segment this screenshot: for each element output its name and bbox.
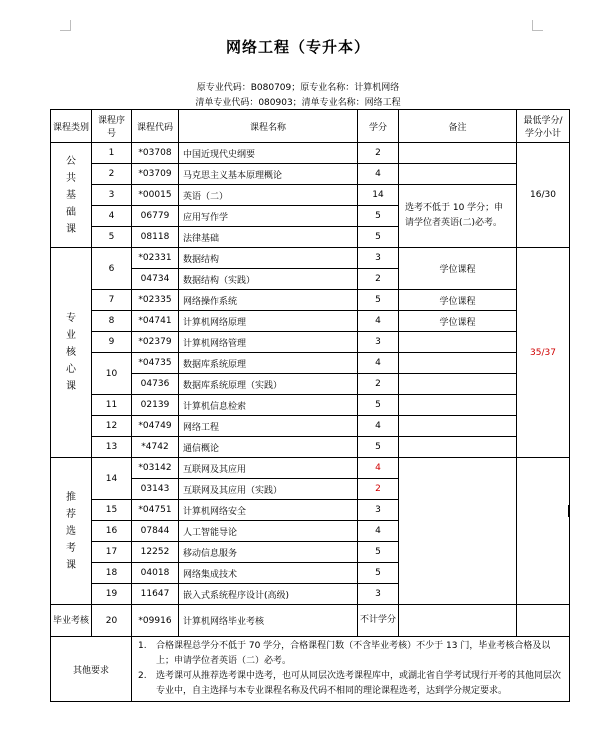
code-cell: *04741 [132, 311, 179, 332]
subtotal-cell [517, 605, 570, 637]
remark-cell [399, 143, 517, 164]
code-cell: 04018 [132, 563, 179, 584]
table-row [51, 353, 570, 374]
credit-cell: 3 [358, 500, 399, 521]
code-cell: 02139 [132, 395, 179, 416]
code-cell: 08118 [132, 227, 179, 248]
header-seq: 课程序号 [92, 110, 132, 143]
category-core: 专 业 核 心 课 [51, 248, 92, 458]
name-cell: 人工智能导论 [179, 521, 358, 542]
code-cell: 11647 [132, 584, 179, 605]
credit-cell: 2 [358, 479, 399, 500]
code-cell: *02331 [132, 248, 179, 269]
remark-cell [399, 374, 517, 395]
credit-cell: 4 [358, 521, 399, 542]
code-cell: *02379 [132, 332, 179, 353]
code-cell: *03708 [132, 143, 179, 164]
credit-cell: 5 [358, 206, 399, 227]
remark-degree: 学位课程 [399, 248, 517, 290]
name-cell: 数据结构（实践） [179, 269, 358, 290]
header-code: 课程代码 [132, 110, 179, 143]
credit-cell: 5 [358, 437, 399, 458]
name-cell: 英语（二） [179, 185, 358, 206]
name-cell: 法律基础 [179, 227, 358, 248]
credit-cell: 3 [358, 584, 399, 605]
seq-cell: 9 [92, 332, 132, 353]
seq-cell: 7 [92, 290, 132, 311]
name-cell: 计算机网络毕业考核 [179, 605, 358, 637]
remark-cell [399, 416, 517, 437]
seq-cell: 18 [92, 563, 132, 584]
name-cell: 计算机网络管理 [179, 332, 358, 353]
name-cell: 网络操作系统 [179, 290, 358, 311]
remark-public: 选考不低于 10 学分；申请学位者英语(二)必考。 [399, 185, 517, 248]
header-subtotal: 最低学分/学分小计 [517, 110, 570, 143]
code-cell: *04735 [132, 353, 179, 374]
margin-corner-mark [532, 20, 543, 31]
name-cell: 计算机信息检索 [179, 395, 358, 416]
note-number: 2. [138, 671, 147, 681]
code-cell: 07844 [132, 521, 179, 542]
credit-cell: 4 [358, 353, 399, 374]
note-number: 1. [138, 641, 147, 651]
table-row [51, 437, 570, 458]
remark-cell [399, 332, 517, 353]
table-row [51, 143, 570, 164]
credit-cell: 3 [358, 332, 399, 353]
list-major-line: 清单专业代码：080903；清单专业名称：网络工程 [195, 98, 401, 108]
other-requirements-row [51, 637, 570, 702]
note-text: 选考课可从推荐选考课中选考，也可从同层次选考课程库中，或湖北省自学考试现行开考的其他同层次专业中，自主选择与本专业课程名称及代码不相同的理论课程选考，达到学分规定要求。 [156, 671, 562, 696]
name-cell: 网络集成技术 [179, 563, 358, 584]
header-name: 课程名称 [179, 110, 358, 143]
table-row [51, 185, 570, 206]
seq-cell: 15 [92, 500, 132, 521]
credit-cell: 2 [358, 143, 399, 164]
table-row [51, 311, 570, 332]
name-cell: 马克思主义基本原理概论 [179, 164, 358, 185]
credit-cell: 5 [358, 290, 399, 311]
header-category: 课程类别 [51, 110, 92, 143]
remark-degree: 学位课程 [399, 290, 517, 311]
table-header-row [51, 110, 570, 143]
code-cell: 03143 [132, 479, 179, 500]
remark-cell [399, 353, 517, 374]
seq-cell: 3 [92, 185, 132, 206]
header-credit: 学分 [358, 110, 399, 143]
seq-cell: 19 [92, 584, 132, 605]
table-row [51, 416, 570, 437]
remark-cell [399, 437, 517, 458]
seq-cell: 16 [92, 521, 132, 542]
name-cell: 网络工程 [179, 416, 358, 437]
credit-cell: 4 [358, 458, 399, 479]
credit-cell: 4 [358, 311, 399, 332]
name-cell: 数据库系统原理 [179, 353, 358, 374]
remark-cell [399, 395, 517, 416]
seq-cell: 10 [92, 353, 132, 395]
credit-cell: 不计学分 [358, 605, 399, 637]
category-public: 公 共 基 础 课 [51, 143, 92, 248]
seq-cell: 11 [92, 395, 132, 416]
credit-cell: 2 [358, 269, 399, 290]
code-cell: 04734 [132, 269, 179, 290]
seq-cell: 13 [92, 437, 132, 458]
code-cell: *4742 [132, 437, 179, 458]
subtotal-cell [517, 458, 570, 605]
table-row [51, 332, 570, 353]
original-major-line: 原专业代码：B080709；原专业名称：计算机网络 [196, 83, 400, 93]
remark-cell [399, 458, 517, 605]
code-cell: *04751 [132, 500, 179, 521]
name-cell: 互联网及其应用 [179, 458, 358, 479]
table-row [51, 164, 570, 185]
credit-cell: 3 [358, 248, 399, 269]
remark-cell [399, 164, 517, 185]
name-cell: 应用写作学 [179, 206, 358, 227]
seq-cell: 20 [92, 605, 132, 637]
name-cell: 中国近现代史纲要 [179, 143, 358, 164]
credit-cell: 2 [358, 374, 399, 395]
name-cell: 计算机网络安全 [179, 500, 358, 521]
credit-cell: 5 [358, 563, 399, 584]
code-cell: *03709 [132, 164, 179, 185]
name-cell: 数据结构 [179, 248, 358, 269]
seq-cell: 5 [92, 227, 132, 248]
code-cell: 04736 [132, 374, 179, 395]
page-title: 网络工程（专升本） [225, 38, 370, 56]
code-cell: *00015 [132, 185, 179, 206]
credit-cell: 4 [358, 416, 399, 437]
seq-cell: 1 [92, 143, 132, 164]
note-item [138, 669, 563, 699]
remark-degree: 学位课程 [399, 311, 517, 332]
seq-cell: 17 [92, 542, 132, 563]
margin-corner-mark [60, 20, 71, 31]
remark-cell [399, 605, 517, 637]
name-cell: 计算机网络原理 [179, 311, 358, 332]
seq-cell: 4 [92, 206, 132, 227]
name-cell: 数据库系统原理（实践） [179, 374, 358, 395]
code-cell: 12252 [132, 542, 179, 563]
credit-cell: 4 [358, 164, 399, 185]
table-row [51, 458, 570, 479]
note-text: 合格课程总学分不低于 70 学分，合格课程门数（不含毕业考核）不少于 13 门，毕业考核合格及以上；申请学位者英语（二）必考。 [156, 641, 551, 666]
table-row [51, 605, 570, 637]
seq-cell: 6 [92, 248, 132, 290]
credit-cell: 14 [358, 185, 399, 206]
name-cell: 嵌入式系统程序设计(高级) [179, 584, 358, 605]
code-cell: *09916 [132, 605, 179, 637]
category-grad: 毕业考核 [51, 605, 92, 637]
code-cell: *02335 [132, 290, 179, 311]
seq-cell: 8 [92, 311, 132, 332]
header-remark: 备注 [399, 110, 517, 143]
name-cell: 移动信息服务 [179, 542, 358, 563]
note-item [138, 639, 563, 669]
code-cell: *03142 [132, 458, 179, 479]
seq-cell: 12 [92, 416, 132, 437]
table-row [51, 395, 570, 416]
credit-cell: 5 [358, 395, 399, 416]
credit-cell: 5 [358, 227, 399, 248]
name-cell: 互联网及其应用（实践） [179, 479, 358, 500]
category-elective: 推 荐 选 考 课 [51, 458, 92, 605]
seq-cell: 2 [92, 164, 132, 185]
course-table [50, 109, 570, 702]
code-cell: 06779 [132, 206, 179, 227]
code-cell: *04749 [132, 416, 179, 437]
other-requirements-notes [132, 637, 570, 702]
other-requirements-label: 其他要求 [51, 637, 132, 702]
name-cell: 通信概论 [179, 437, 358, 458]
subtotal-core: 35/37 [517, 248, 570, 458]
table-row [51, 290, 570, 311]
table-row [51, 248, 570, 269]
credit-cell: 5 [358, 542, 399, 563]
subtotal-public: 16/30 [517, 143, 570, 248]
seq-cell: 14 [92, 458, 132, 500]
